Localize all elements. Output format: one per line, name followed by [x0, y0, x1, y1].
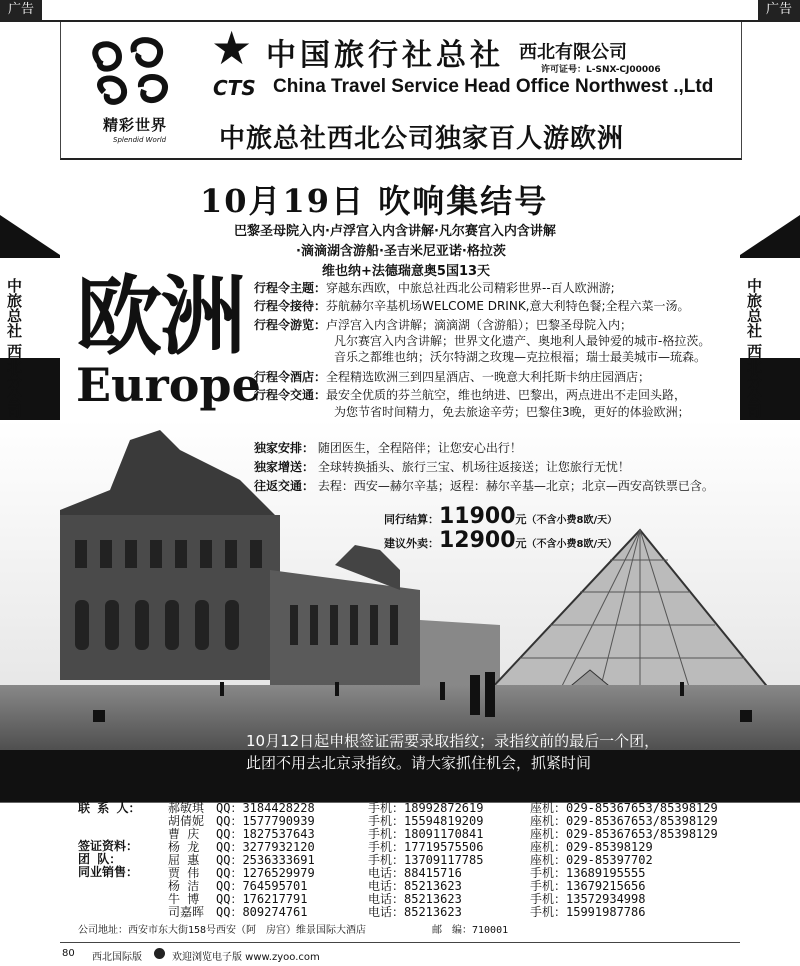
license-number: 许可证号：L-SNX-CJ00006: [541, 65, 661, 75]
contact-row: 贾 伟 QQ：1276529979 电话：88415716 手机：13689195555: [168, 866, 646, 880]
contact-row: 司嘉晖 QQ：809274761 电话：85213623 手机：15991987786: [168, 905, 646, 919]
zyoo-logo-icon: [154, 948, 165, 959]
itinerary-theme: 行程令主题：穿越东西欧，中旅总社西北公司精彩世界--百人欧洲游;: [254, 281, 615, 295]
price-retail: 建议外卖：12900元（不含小费8欧/天）: [384, 528, 618, 553]
contact-row: 杨 洁 QQ：764595701 电话：85213623 手机：13679215656: [168, 879, 646, 893]
ad-tag-right: 广告: [758, 0, 800, 20]
header-title: 中旅总社西北公司独家百人游欧洲: [219, 124, 625, 154]
company-address: 公司地址：西安市东大街158号西安（阿 房宫）维景国际大酒店: [78, 925, 367, 936]
visa-notice-line-2: 此团不用去北京录指纹。请大家抓住机会，抓紧时间: [246, 754, 592, 772]
contact-row: 郝敏琪 QQ：3184428228 手机：18992872619 座机：029-85367653/85398129: [168, 801, 718, 815]
itinerary-sightseeing: 行程令游览：卢浮宫入内含讲解；滴滴湖（含游船）；巴黎圣母院入内；: [254, 318, 633, 332]
postcode: 邮 编：710001: [432, 925, 509, 936]
company-name-en: China Travel Service Head Office Northwest .,Ltd: [273, 76, 714, 97]
extra-arrangement: 独家安排： 随团医生，全程陪伴；让您安心出行！: [254, 441, 522, 455]
logo-en: Splendid World: [113, 136, 167, 144]
ad-tag-left: 广告: [0, 0, 42, 20]
big-title-en: Europe: [76, 358, 261, 412]
contact-row: 牛 博 QQ：176217791 电话：85213623 手机：13572934998: [168, 892, 646, 906]
company-name-cn: 中国旅行社总社: [266, 38, 504, 73]
itinerary-transport-2: 为您节省时间精力，免去旅途辛劳；巴黎住3晚，更好的体验欧洲；: [334, 405, 690, 419]
company-header: [60, 22, 742, 160]
contact-row: 曹 庆 QQ：1827537643 手机：18091170841 座机：029-85367653/85398129: [168, 827, 718, 841]
page-number: 80: [62, 948, 75, 959]
edition-name: 西北国际版: [92, 952, 142, 963]
contact-label-1: 联 系 人：: [78, 801, 141, 815]
subhead-1: 巴黎圣母院入内·卢浮宫入内含讲解·凡尔赛宫入内含讲解: [234, 224, 556, 239]
subhead-2: ·滴滴湖含游船·圣吉米尼亚诺·格拉茨: [296, 244, 506, 259]
visa-notice-line-1: 10月12日起申根签证需要录取指纹；录指纹前的最后一个团，: [246, 732, 660, 750]
side-label-right: 中旅总社 西北分公司: [745, 278, 763, 419]
big-title-cn: 欧洲: [76, 266, 244, 367]
contact-label-3: 团 队：: [78, 852, 122, 866]
price-agency: 同行结算：11900元（不含小费8欧/天）: [384, 504, 618, 529]
star-icon: ★: [211, 21, 253, 75]
itinerary-sightseeing-2: 凡尔赛宫入内含讲解；世界文化遗产、奥地利人最钟爱的城市-格拉茨。: [334, 334, 711, 348]
footer-website[interactable]: 欢迎浏览电子版 www.zyoo.com: [172, 952, 320, 963]
cts-mark: CTS: [213, 76, 256, 100]
contact-label-4: 同业销售：: [78, 865, 139, 879]
contact-row: 胡倩妮 QQ：1577790939 手机：15594819209 座机：029-85367653/85398129: [168, 814, 718, 828]
itinerary-sightseeing-3: 音乐之都维也纳；沃尔特湖之玫瑰—克拉根福；瑞士最美城市—琉森。: [334, 350, 707, 364]
extra-gifts: 独家增送： 全球转换插头、旅行三宝、机场往返接送；让您旅行无忧！: [254, 460, 630, 474]
visa-notice: [246, 730, 659, 774]
company-suffix: 西北有限公司: [519, 42, 627, 63]
itinerary-transport: 行程令交通：最安全优质的芬兰航空，维也纳进、巴黎出，两点进出不走回头路，: [254, 388, 687, 402]
side-label-left: 中旅总社 西北分公司: [5, 278, 23, 419]
itinerary-reception: 行程令接待：芬航赫尔辛基机场WELCOME DRINK,意大利特色餐;全程六菜一汤。: [254, 299, 690, 313]
contact-row: 杨 龙 QQ：3277932120 手机：17719575506 座机：029-85398129: [168, 840, 653, 854]
itinerary-hotel: 行程令酒店：全程精选欧洲三到四星酒店、一晚意大利托斯卡纳庄园酒店；: [254, 370, 651, 384]
splendid-world-logo-icon: [79, 32, 179, 112]
logo-cn: 精彩世界: [103, 116, 168, 134]
contact-row: 屈 惠 QQ：2536333691 手机：13709117785 座机：029-85397702: [168, 853, 653, 867]
headline: 10月19日 吹响集结号: [200, 182, 549, 220]
contact-label-2: 签证资料：: [78, 839, 139, 853]
footer-divider: [60, 942, 740, 943]
extra-transport: 往返交通： 去程：西安—赫尔辛基；返程：赫尔辛基—北京；北京—西安高铁票已含。: [254, 479, 714, 493]
subhead-3: 维也纳+法德瑞意奥5国13天: [322, 264, 491, 279]
contact-table: [168, 802, 768, 919]
